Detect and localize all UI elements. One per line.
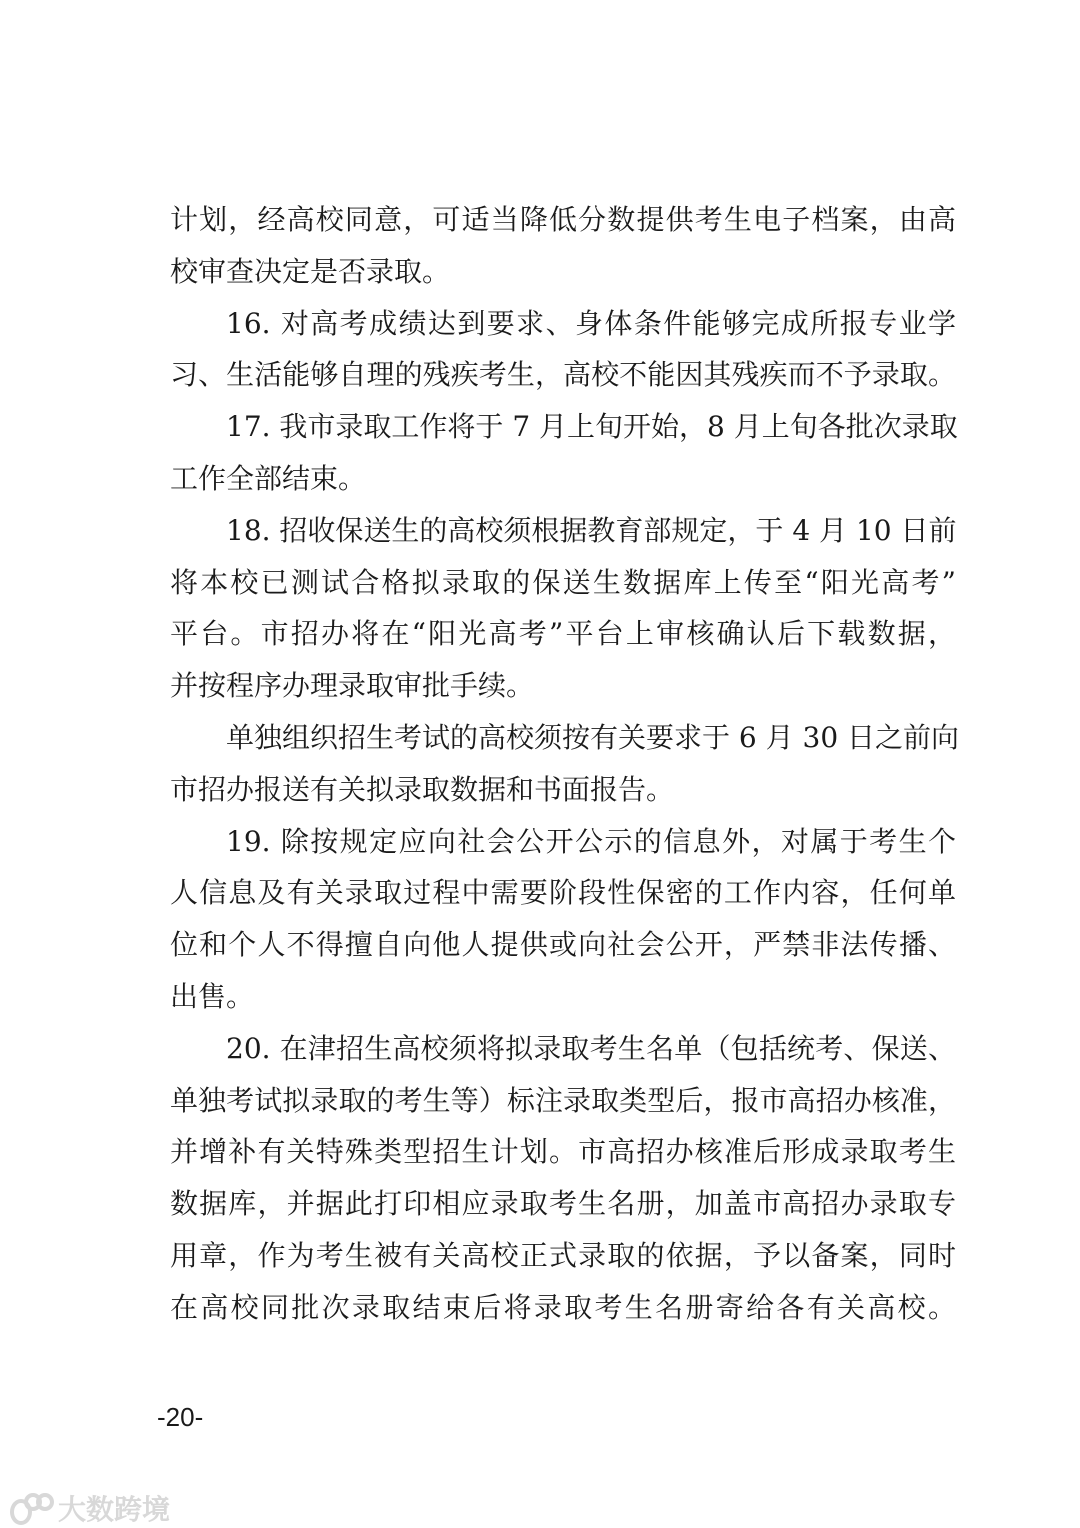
text-line: 用章，作为考生被有关高校正式录取的依据，予以备案，同时 <box>170 1238 956 1272</box>
text-line: 校审查决定是否录取。 <box>170 254 451 288</box>
text-line: 单独考试拟录取的考生等）标注录取类型后，报市高招办核准， <box>170 1083 956 1117</box>
text-line: 19. 除按规定应向社会公开公示的信息外，对属于考生个 <box>226 824 956 858</box>
text-line: 17. 我市录取工作将于 7 月上旬开始，8 月上旬各批次录取 <box>226 410 958 444</box>
text-line: 20. 在津招生高校须将拟录取考生名单（包括统考、保送、 <box>226 1031 956 1065</box>
page-number: -20- <box>157 1402 204 1432</box>
text-line: 人信息及有关录取过程中需要阶段性保密的工作内容，任何单 <box>170 876 956 910</box>
text-line: 数据库，并据此打印相应录取考生名册，加盖市高招办录取专 <box>170 1187 956 1221</box>
text-line: 18. 招收保送生的高校须根据教育部规定，于 4 月 10 日前 <box>226 513 957 547</box>
text-line: 计划，经高校同意，可适当降低分数提供考生电子档案，由高 <box>170 203 956 236</box>
text-line: 并按程序办理录取审批手续。 <box>170 669 535 703</box>
text-line: 出售。 <box>170 979 255 1013</box>
text-line: 在高校同批次录取结束后将录取考生名册寄给各有关高校。 <box>170 1290 956 1324</box>
text-line: 工作全部结束。 <box>170 461 367 495</box>
text-line: 位和个人不得擅自向他人提供或向社会公开，严禁非法传播、 <box>170 928 956 962</box>
watermark <box>10 1488 170 1528</box>
text-line: 并增补有关特殊类型招生计划。市高招办核准后形成录取考生 <box>170 1135 956 1169</box>
text-line: 16. 对高考成绩达到要求、身体条件能够完成所报专业学 <box>226 306 956 340</box>
text-line: 平台。市招办将在“阳光高考”平台上审核确认后下载数据， <box>170 617 956 651</box>
text-line: 习、生活能够自理的残疾考生，高校不能因其残疾而不予录取。 <box>170 358 956 392</box>
text-line: 单独组织招生考试的高校须按有关要求于 6 月 30 日之前向 <box>226 720 960 754</box>
watermark-text: 大数跨境 <box>58 1494 171 1525</box>
text-line: 将本校已测试合格拟录取的保送生数据库上传至“阳光高考” <box>170 565 956 599</box>
text-line: 市招办报送有关拟录取数据和书面报告。 <box>170 772 675 806</box>
document-body <box>170 194 960 1334</box>
watermark-logo-icon <box>10 1493 50 1523</box>
